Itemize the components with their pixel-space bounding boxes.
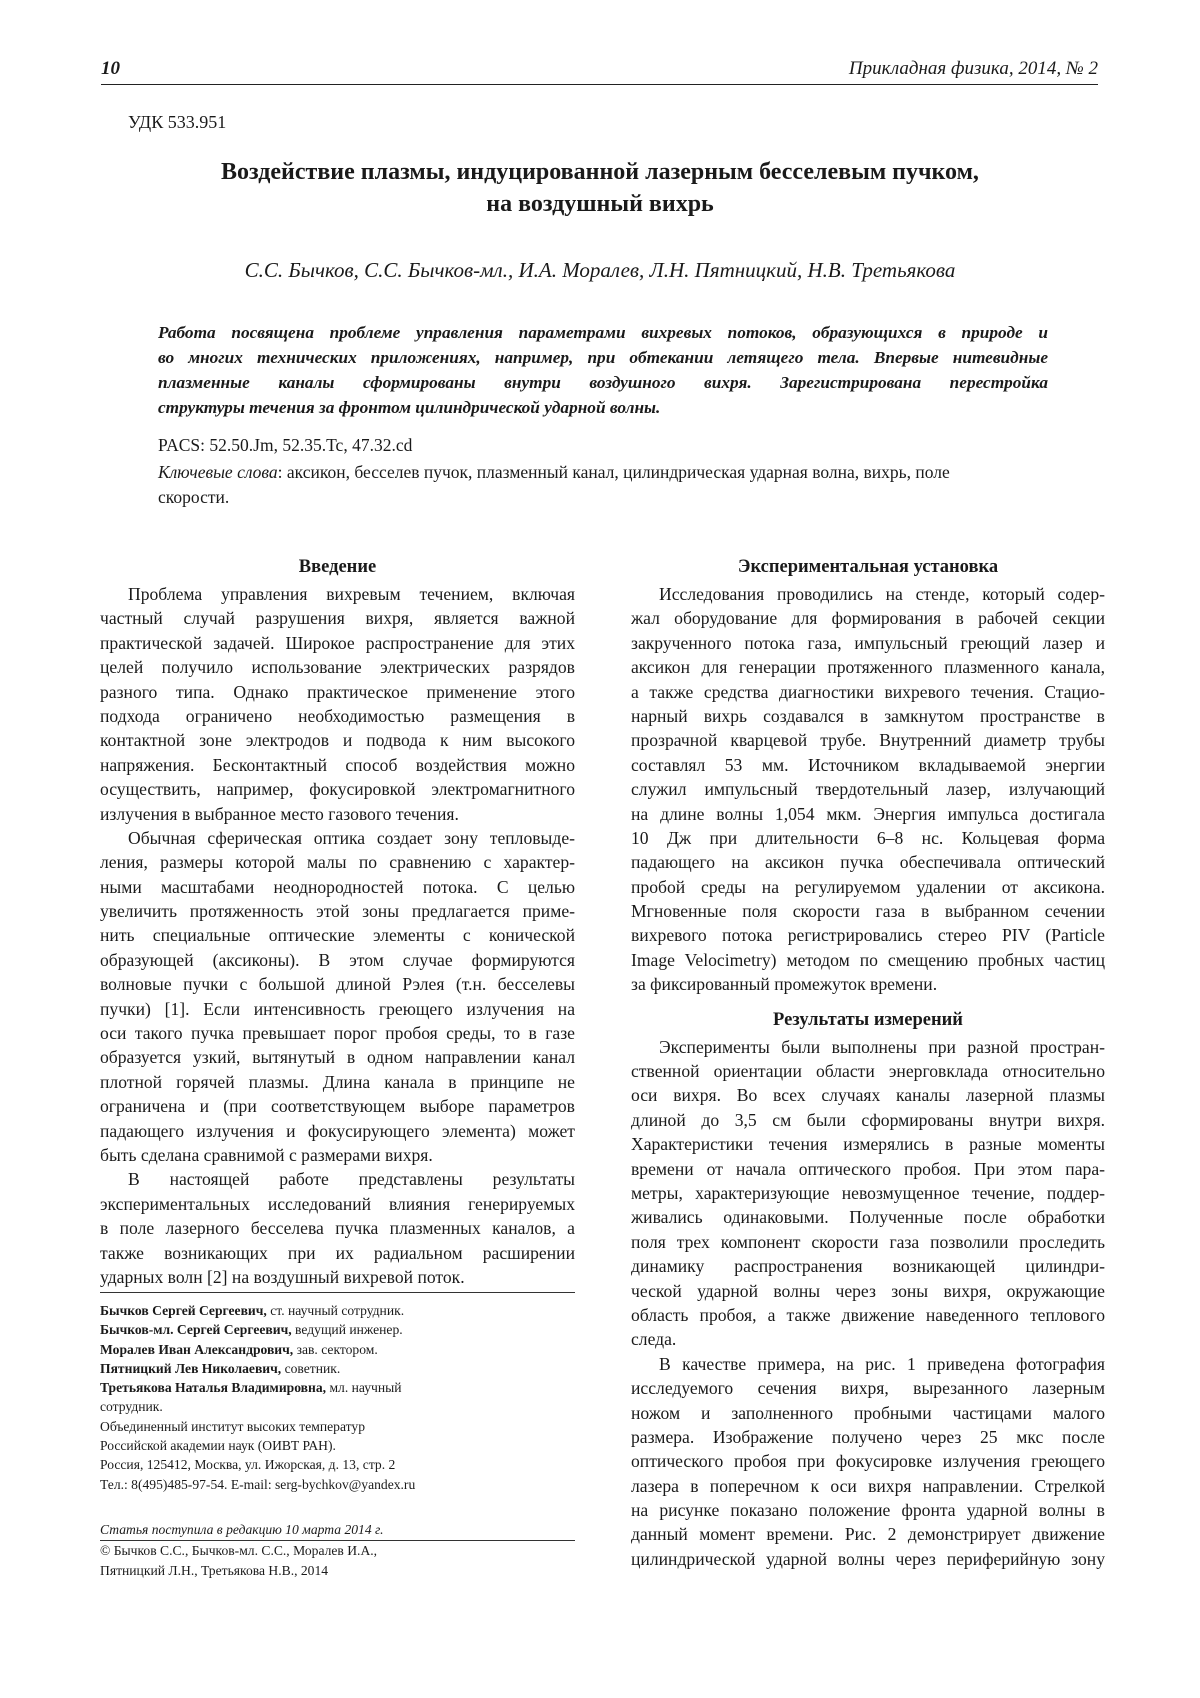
udk-code: УДК 533.951 [128,112,227,132]
text-line: лазера в поперечном к оси вихря направлении. Стрелкой [631,1475,1105,1496]
text-line: плотной горячей плазмы. Длина канала в принципе не [100,1071,575,1092]
results-paragraph-1 [631,1035,1105,1352]
text-line: также возникающих при их радиальном расширении [100,1242,575,1263]
text-line: излучения в выбранное место газового течения. [100,803,459,824]
text-line: на длине волны 1,054 мкм. Энергия импульса достигала [631,803,1105,824]
text-line: волновые пучки с большой длиной Рэлея (т.н. бесселевы [100,974,575,995]
text-line: Мгновенные поля скорости газа в выбранном сечении [631,901,1105,922]
text-line: ческой ударной волны через зоны вихря, окружающие [631,1280,1105,1301]
text-line: закрученного потока газа, импульсный греющий лазер и [631,632,1105,653]
text-line: падающего излучения и фокусирующего элемента) может [100,1120,575,1141]
text-line: Проблема управления вихревым течением, включая [128,584,575,604]
text-line: 10 Дж при длительности 6–8 нс. Кольцевая форма [631,827,1105,848]
author-name: Бычков-мл. Сергей Сергеевич, [100,1322,292,1338]
text-line: образующей (аксиконы). В этом случае формируются [100,949,575,970]
text-line: в поле лазерного бесселева пучка плазменных каналов, а [100,1218,575,1239]
affiliation-address: Россия, 125412, Москва, ул. Ижорская, д. 13, стр. 2 [100,1457,396,1473]
text-line: служил импульсный твердотельный лазер, излучающий [631,779,1105,800]
abstract [158,320,1048,420]
text-line: частный случай разрушения вихря, является важной [100,608,575,629]
text-line: пучки) [1]. Если интенсивность греющего излучения на [100,998,575,1019]
intro-paragraph-1 [100,582,575,826]
text-line: цилиндрической ударной волны через периферийную зону [631,1548,1105,1569]
text-line: следа. [631,1329,677,1350]
publication-info [100,1520,575,1580]
journal-title: Прикладная физика, 2014, № 2 [848,58,1098,79]
author-role: зав. сектором. [293,1341,378,1357]
keywords-text-cont: скорости. [158,487,230,507]
text-line: живались одинаковыми. Полученные после обработки [631,1207,1105,1228]
affiliation-contact: Тел.: 8(495)485-97-54. E-mail: serg-bychkov@yandex.ru [100,1476,416,1492]
text-line: Image Velocimetry) методом по смещению пробных частиц [631,949,1105,970]
text-line: нить специальные оптические элементы с конической [100,925,575,946]
text-line: быть сделана сравнимой с размерами вихря. [100,1144,433,1165]
text-line: контактной зоне электродов и подвода к ним высокого [100,730,575,751]
author-name: Бычков Сергей Сергеевич, [100,1303,267,1318]
footnote-author [100,1378,580,1397]
author-name: Пятницкий Лев Николаевич, [100,1360,282,1376]
title-line: на воздушный вихрь [486,191,714,217]
text-line: динамику распространения возникающей цилиндри- [631,1256,1105,1277]
text-line: а также средства диагностики вихревого течения. Стацио- [631,681,1105,702]
text-line: аксикон для генерации протяженного плазменного канала, [631,657,1105,678]
intro-paragraph-3 [100,1167,575,1289]
text-line: образуется узкий, вытянутый в одном направлении канал [100,1047,575,1068]
affiliation-line: Объединенный институт высоких температур [100,1418,366,1434]
intro-paragraph-2 [100,826,575,1167]
author-name: Третьякова Наталья Владимировна, [100,1380,327,1396]
section-gap [631,997,1105,1005]
text-line: Характеристики течения измерялись в разные моменты [631,1134,1105,1155]
keywords-label: Ключевые слова [158,462,278,482]
text-line: метры, характеризующие невозмущенное течение, поддер- [631,1182,1105,1203]
author-role-continuation: сотрудник. [100,1399,163,1415]
text-line: длиной до 3,5 см были сформированы внутри вихря. [631,1109,1105,1130]
text-line: оси такого пучка превышает порог пробоя среды, то в газе [100,1023,575,1044]
text-line: пробой среды на регулируемом удалении от аксикона. [631,876,1105,897]
text-line: данный момент времени. Рис. 2 демонстрирует движение [631,1524,1105,1545]
author-role: ст. научный сотрудник. [266,1303,405,1318]
text-line: поля трех компонент скорости газа позволили проследить [631,1231,1105,1252]
page-number: 10 [101,58,120,79]
text-line: осуществить, например, фокусировкой электромагнитного [100,779,575,800]
abstract-line: Работа посвящена проблеме управления параметрами вихревых потоков, образующихся в природе и [158,323,1048,342]
text-line: ными масштабами неоднородностей потока. С целью [100,876,575,897]
abstract-line: во многих технических приложениях, например, при обтекании летящего тела. Впервые нитевидные [158,348,1048,367]
author-role: мл. научный [326,1380,402,1396]
text-line: вихревого потока регистрировались стерео PIV (Particle [631,925,1105,946]
text-line: падающего на аксикон пучка обеспечивала оптический [631,852,1105,873]
text-line: за фиксированный промежуток времени. [631,974,938,995]
text-line: практической задачей. Широкое распространение для этих [100,632,575,653]
footnote-author [100,1301,580,1320]
keywords-text: : аксикон, бесселев пучок, плазменный канал, цилиндрическая ударная волна, вихрь, поле [277,462,950,482]
text-line: жал оборудование для формирования в рабочей секции [631,608,1105,629]
text-line: ударных волн [2] на воздушный вихревой поток. [100,1266,465,1287]
running-header [101,54,1098,85]
text-line: прозрачной кварцевой трубе. Внутренний диаметр трубы [631,730,1105,751]
section-heading-introduction: Введение [298,557,377,577]
pacs-codes: PACS: 52.50.Jm, 52.35.Tc, 47.32.cd [158,435,413,455]
abstract-line: структуры течения за фронтом цилиндрической ударной волны. [158,398,661,417]
footnote-author [100,1340,580,1359]
text-line: ножом и заполненного пробными частицами малого [631,1402,1105,1423]
text-line: разного типа. Однако практическое применение этого [100,681,575,702]
section-heading-setup: Экспериментальная установка [737,557,999,577]
right-column [631,552,1105,1571]
text-line: нарный вихрь создавался в замкнутом пространстве в [631,705,1105,726]
copyright-line: Пятницкий Л.Н., Третьякова Н.В., 2014 [100,1562,329,1578]
text-line: Эксперименты были выполнены при разной простран- [659,1036,1105,1057]
author-name: Моралев Иван Александрович, [100,1341,294,1357]
text-line: размера. Изображение получено через 25 мкс после [631,1426,1105,1447]
article-title [100,156,1100,220]
text-line: оси вихря. Во всех случаях каналы лазерной плазмы [631,1085,1105,1106]
text-line: Исследования проводились на стенде, который содер- [659,584,1105,604]
author-footnote [100,1301,580,1494]
text-line: оптического пробоя при фокусировке излучения греющего [631,1451,1105,1472]
footnote-author [100,1359,580,1378]
text-line: ления, размеры которой малы по сравнению с характер- [100,852,575,873]
text-line: на рисунке показано положение фронта ударной волны в [631,1500,1105,1521]
left-column [100,552,575,1289]
text-line: область пробоя, а также движение наведенного теплового [631,1304,1105,1325]
text-line: экспериментальных исследований влияния генерируемых [100,1193,575,1214]
copyright-line: © Бычков С.С., Бычков-мл. С.С., Моралев И.А., [100,1543,378,1559]
footnote-divider [100,1292,575,1293]
author-role: советник. [281,1360,341,1376]
text-line: В настоящей работе представлены результаты [128,1169,575,1190]
text-line: составлял 53 мм. Источником вкладываемой энергии [631,754,1105,775]
text-line: целей получило использование электрических разрядов [100,657,575,678]
affiliation-line: Российской академии наук (ОИВТ РАН). [100,1438,336,1454]
section-heading-results: Результаты измерений [773,1009,963,1030]
text-line: увеличить протяженность этой зоны предлагается приме- [100,901,575,922]
keywords [158,460,1040,510]
text-line: Обычная сферическая оптика создает зону тепловыде- [128,827,575,848]
title-line: Воздействие плазмы, индуцированной лазерным бесселевым пучком, [221,159,979,185]
results-paragraph-2 [631,1352,1105,1572]
text-line: подхода ограничено необходимостью размещения в [100,705,575,726]
text-line: напряжения. Бесконтактный способ воздействия можно [100,754,575,775]
text-line: ограничена и (при соответствующем выборе параметров [100,1096,575,1117]
footnote-author [100,1320,580,1339]
text-line: времени от начала оптического пробоя. При этом пара- [631,1158,1105,1179]
text-line: исследуемого сечения вихря, вырезанного лазерным [631,1378,1105,1399]
abstract-line: плазменные каналы сформированы внутри воздушного вихря. Зарегистрирована перестройка [158,373,1048,392]
received-date: Статья поступила в редакцию 10 марта 2014 г. [100,1520,575,1541]
text-line: В качестве примера, на рис. 1 приведена фотография [659,1353,1105,1374]
author-list: С.С. Бычков, С.С. Бычков-мл., И.А. Моралев, Л.Н. Пятницкий, Н.В. Третьякова [244,258,956,282]
setup-paragraph-1 [631,582,1105,997]
text-line: ственной ориентации области энерговклада относительно [631,1061,1105,1082]
author-role: ведущий инженер. [291,1322,403,1338]
